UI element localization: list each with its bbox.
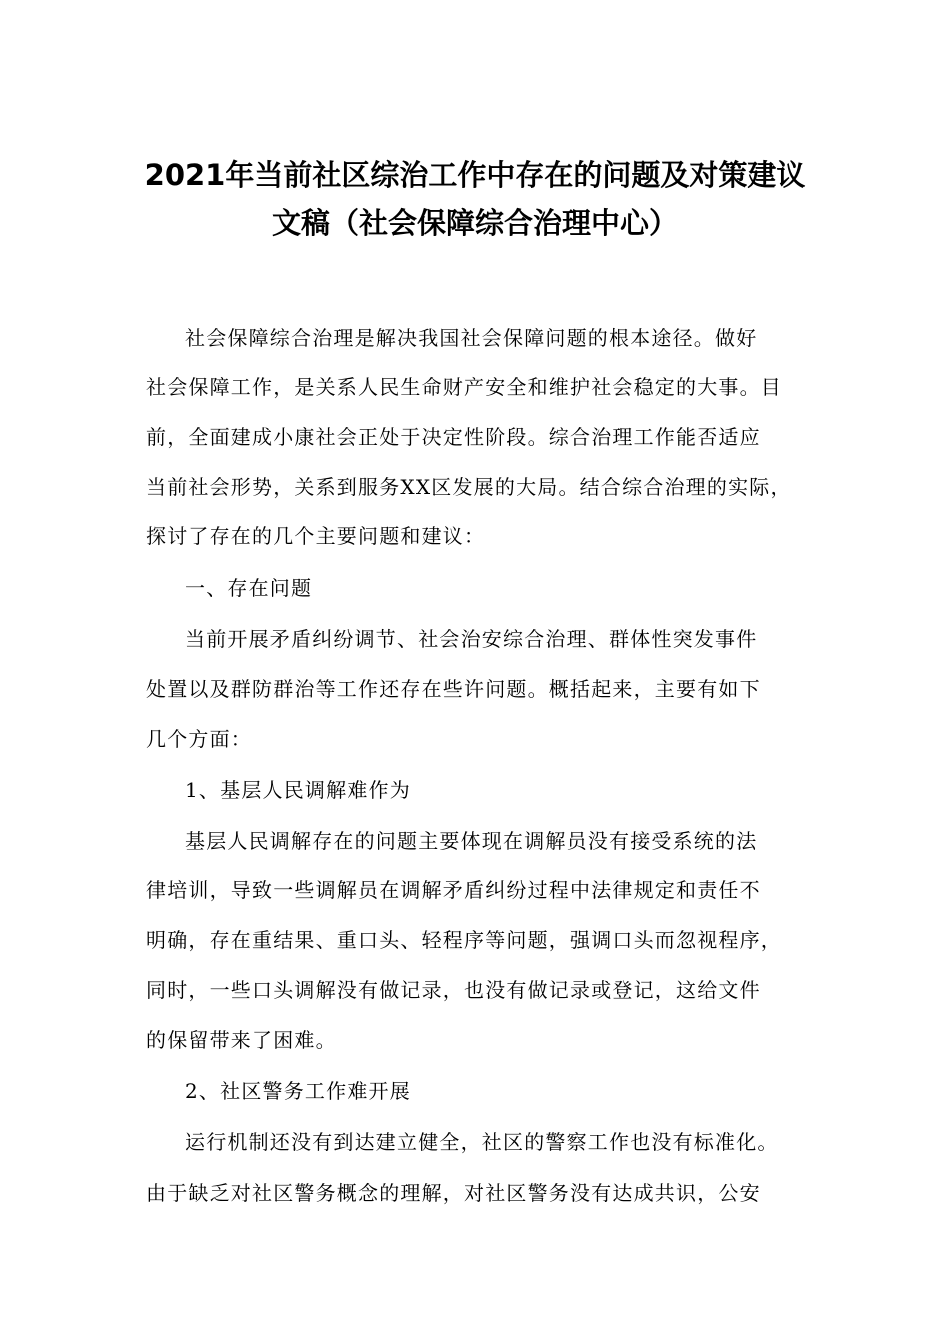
section-heading: 一、存在问题 [185, 576, 313, 600]
paragraph-line: 几个方面： [146, 727, 252, 751]
paragraph-line: 明确，存在重结果、重口头、轻程序等问题，强调口头而忽视程序， [146, 928, 782, 952]
paragraph-line: 处置以及群防群治等工作还存在些许问题。概括起来，主要有如下 [146, 677, 761, 701]
paragraph-line: 律培训，导致一些调解员在调解矛盾纠纷过程中法律规定和责任不 [146, 878, 761, 902]
document-title-line-1: 2021年当前社区综治工作中存在的问题及对策建议 [144, 158, 806, 192]
paragraph-line: 探讨了存在的几个主要问题和建议： [146, 524, 486, 548]
paragraph-line: 当前社会形势，关系到服务XX区发展的大局。结合综合治理的实际， [146, 475, 792, 499]
paragraph-line: 运行机制还没有到达建立健全，社区的警察工作也没有标准化。 [185, 1130, 779, 1154]
paragraph-line: 基层人民调解存在的问题主要体现在调解员没有接受系统的法 [185, 829, 758, 853]
paragraph-line: 由于缺乏对社区警务概念的理解，对社区警务没有达成共识，公安 [146, 1181, 761, 1205]
paragraph-line: 前，全面建成小康社会正处于决定性阶段。综合治理工作能否适应 [146, 425, 761, 449]
paragraph-line: 当前开展矛盾纠纷调节、社会治安综合治理、群体性突发事件 [185, 627, 758, 651]
paragraph-line: 同时，一些口头调解没有做记录，也没有做记录或登记，这给文件 [146, 978, 761, 1002]
subsection-heading: 1、基层人民调解难作为 [185, 778, 411, 802]
paragraph-line: 社会保障工作，是关系人民生命财产安全和维护社会稳定的大事。目 [146, 375, 782, 399]
subsection-heading: 2、社区警务工作难开展 [185, 1079, 411, 1103]
document-title-line-2: 文稿（社会保障综合治理中心） [271, 206, 678, 240]
paragraph-line: 社会保障综合治理是解决我国社会保障问题的根本途径。做好 [185, 326, 758, 350]
paragraph-line: 的保留带来了困难。 [146, 1028, 337, 1052]
